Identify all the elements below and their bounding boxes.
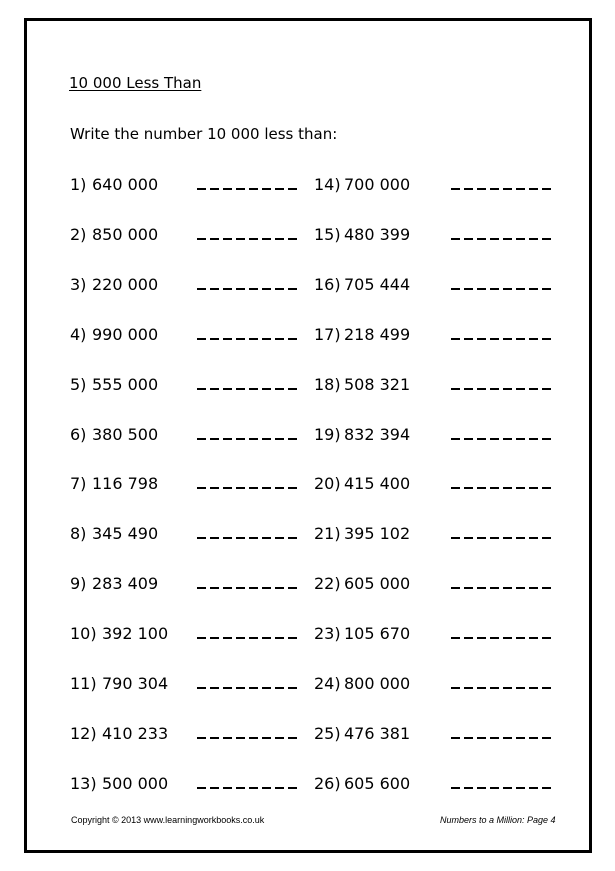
question-value: 480 399	[344, 225, 411, 244]
question-number: 13)	[70, 774, 97, 793]
question-number: 8)	[70, 524, 87, 543]
question-number: 22)	[314, 574, 341, 593]
worksheet-title: 10 000 Less Than	[69, 74, 202, 92]
question-number: 11)	[70, 674, 97, 693]
copyright-text: Copyright © 2013 www.learningworkbooks.co.uk	[71, 815, 265, 825]
answer-blank[interactable]	[197, 737, 297, 739]
question-number: 25)	[314, 724, 341, 743]
question-value: 555 000	[92, 375, 159, 394]
question-number: 18)	[314, 375, 341, 394]
page-label: Numbers to a Million: Page 4	[440, 815, 556, 825]
question-number: 10)	[70, 624, 97, 643]
question-number: 7)	[70, 474, 87, 493]
answer-blank[interactable]	[197, 388, 297, 390]
answer-blank[interactable]	[451, 338, 551, 340]
question-number: 9)	[70, 574, 87, 593]
answer-blank[interactable]	[451, 587, 551, 589]
answer-blank[interactable]	[197, 288, 297, 290]
answer-blank[interactable]	[197, 188, 297, 190]
question-value: 380 500	[92, 425, 159, 444]
question-number: 5)	[70, 375, 87, 394]
question-number: 2)	[70, 225, 87, 244]
question-number: 4)	[70, 325, 87, 344]
question-value: 410 233	[102, 724, 169, 743]
question-value: 415 400	[344, 474, 411, 493]
answer-blank[interactable]	[197, 687, 297, 689]
question-value: 790 304	[102, 674, 169, 693]
question-value: 605 600	[344, 774, 411, 793]
question-number: 26)	[314, 774, 341, 793]
question-number: 23)	[314, 624, 341, 643]
answer-blank[interactable]	[451, 637, 551, 639]
answer-blank[interactable]	[451, 438, 551, 440]
question-number: 12)	[70, 724, 97, 743]
question-value: 476 381	[344, 724, 411, 743]
question-value: 116 798	[92, 474, 159, 493]
question-value: 508 321	[344, 375, 411, 394]
answer-blank[interactable]	[451, 687, 551, 689]
question-number: 19)	[314, 425, 341, 444]
answer-blank[interactable]	[451, 787, 551, 789]
question-number: 14)	[314, 175, 341, 194]
answer-blank[interactable]	[197, 587, 297, 589]
answer-blank[interactable]	[451, 238, 551, 240]
question-number: 15)	[314, 225, 341, 244]
question-value: 990 000	[92, 325, 159, 344]
answer-blank[interactable]	[451, 188, 551, 190]
question-value: 105 670	[344, 624, 411, 643]
question-value: 395 102	[344, 524, 411, 543]
question-value: 220 000	[92, 275, 159, 294]
answer-blank[interactable]	[197, 487, 297, 489]
answer-blank[interactable]	[451, 288, 551, 290]
question-value: 640 000	[92, 175, 159, 194]
answer-blank[interactable]	[451, 737, 551, 739]
answer-blank[interactable]	[197, 637, 297, 639]
question-value: 705 444	[344, 275, 411, 294]
answer-blank[interactable]	[197, 537, 297, 539]
question-number: 20)	[314, 474, 341, 493]
worksheet-instruction: Write the number 10 000 less than:	[70, 125, 338, 143]
question-number: 17)	[314, 325, 341, 344]
question-number: 24)	[314, 674, 341, 693]
answer-blank[interactable]	[197, 238, 297, 240]
answer-blank[interactable]	[197, 787, 297, 789]
question-value: 218 499	[344, 325, 411, 344]
question-value: 850 000	[92, 225, 159, 244]
question-number: 1)	[70, 175, 87, 194]
question-number: 3)	[70, 275, 87, 294]
question-value: 500 000	[102, 774, 169, 793]
answer-blank[interactable]	[451, 388, 551, 390]
question-value: 832 394	[344, 425, 411, 444]
question-number: 6)	[70, 425, 87, 444]
question-value: 345 490	[92, 524, 159, 543]
question-value: 800 000	[344, 674, 411, 693]
question-value: 700 000	[344, 175, 411, 194]
question-number: 21)	[314, 524, 341, 543]
question-value: 283 409	[92, 574, 159, 593]
question-value: 605 000	[344, 574, 411, 593]
answer-blank[interactable]	[197, 438, 297, 440]
answer-blank[interactable]	[451, 487, 551, 489]
answer-blank[interactable]	[451, 537, 551, 539]
answer-blank[interactable]	[197, 338, 297, 340]
question-value: 392 100	[102, 624, 169, 643]
question-number: 16)	[314, 275, 341, 294]
